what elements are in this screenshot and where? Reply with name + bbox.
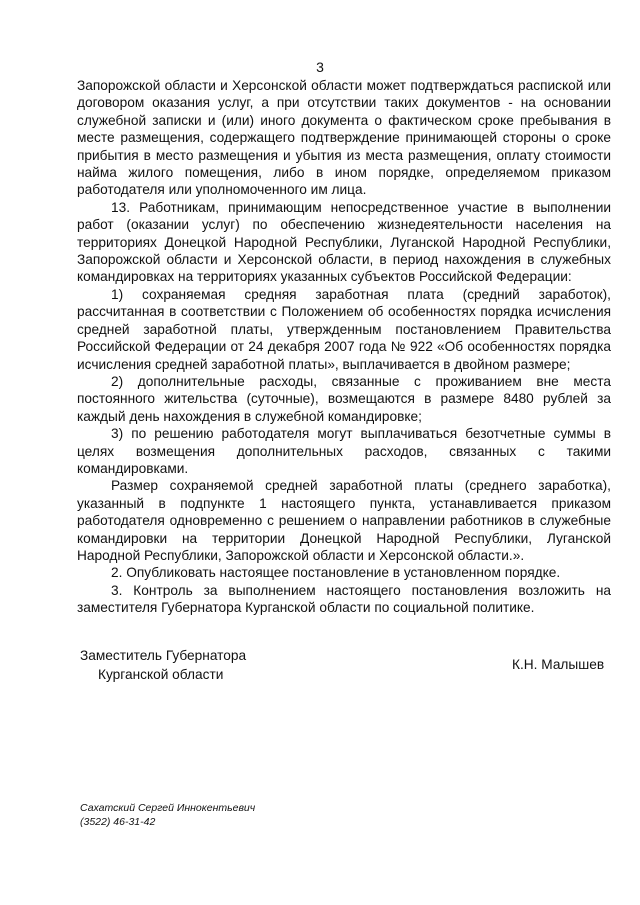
paragraph: Запорожской области и Херсонской области может подтверждаться распиской или договором оказания услуг, а при отсутствии таких документов - на основании служебной записки и (или) иного документа о фактическом сроке пребывания в месте размещения, содержащего подтверждение принимающей стороны о сроке прибытия в место размещения и убытия из места размещения, оплату стоимости найма жилого помещения, либо в ином порядке, определяемом приказом работодателя или уполномоченного им лица. bbox=[77, 78, 611, 198]
executor-info bbox=[80, 801, 255, 829]
executor-phone: (3522) 46-31-42 bbox=[80, 816, 156, 828]
paragraph: 3) по решению работодателя могут выплачиваться безотчетные суммы в целях возмещения дополнительных расходов, связанных с такими командировками. bbox=[77, 426, 611, 476]
signatory-position-line-2: Курганской области bbox=[98, 667, 224, 682]
paragraph: 1) сохраняемая средняя заработная плата (средний заработок), рассчитанная в соответствии с Положением об особенностях порядка исчисления средней заработной платы, утвержденным постановлением Правительства Российской Федерации от 24 декабря 2007 года № 922 «Об особенностях порядка исчисления средней заработной платы», выплачивается в двойном размере; bbox=[77, 286, 611, 372]
paragraph: 2. Опубликовать настоящее постановление в установленном порядке. bbox=[111, 565, 561, 581]
paragraph: Размер сохраняемой средней заработной платы (среднего заработка), указанный в подпункте 1 настоящего пункта, устанавливается приказом работодателя одновременно с решением о направлении работников в служебные командировки на территории Донецкой Народной Республики, Луганской Народной Республики, Запорожской области и Херсонской области.». bbox=[77, 478, 611, 563]
paragraph: 2) дополнительные расходы, связанные с проживанием вне места постоянного жительства (суточные), возмещаются в размере 8480 рублей за каждый день нахождения в служебной командировке; bbox=[77, 373, 611, 424]
signatory-name: К.Н. Малышев bbox=[512, 657, 605, 672]
executor-name: Сахатский Сергей Иннокентьевич bbox=[80, 802, 256, 814]
signatory-position bbox=[80, 646, 246, 684]
document-body bbox=[77, 77, 611, 617]
signatory-position-line-1: Заместитель Губернатора bbox=[80, 648, 247, 663]
paragraph: 13. Работникам, принимающим непосредственное участие в выполнении работ (оказании услуг) по обеспечению жизнедеятельности населения на территориях Донецкой Народной Республики, Луганской Народной Республики, Запорожской области и Херсонской области, в период нахождения в служебных командировках на территориях указанных субъектов Российской Федерации: bbox=[77, 199, 611, 285]
paragraph: 3. Контроль за выполнением настоящего постановления возложить на заместителя Губернатора Курганской области по социальной политике. bbox=[77, 582, 611, 616]
page-number: 3 bbox=[316, 59, 324, 75]
